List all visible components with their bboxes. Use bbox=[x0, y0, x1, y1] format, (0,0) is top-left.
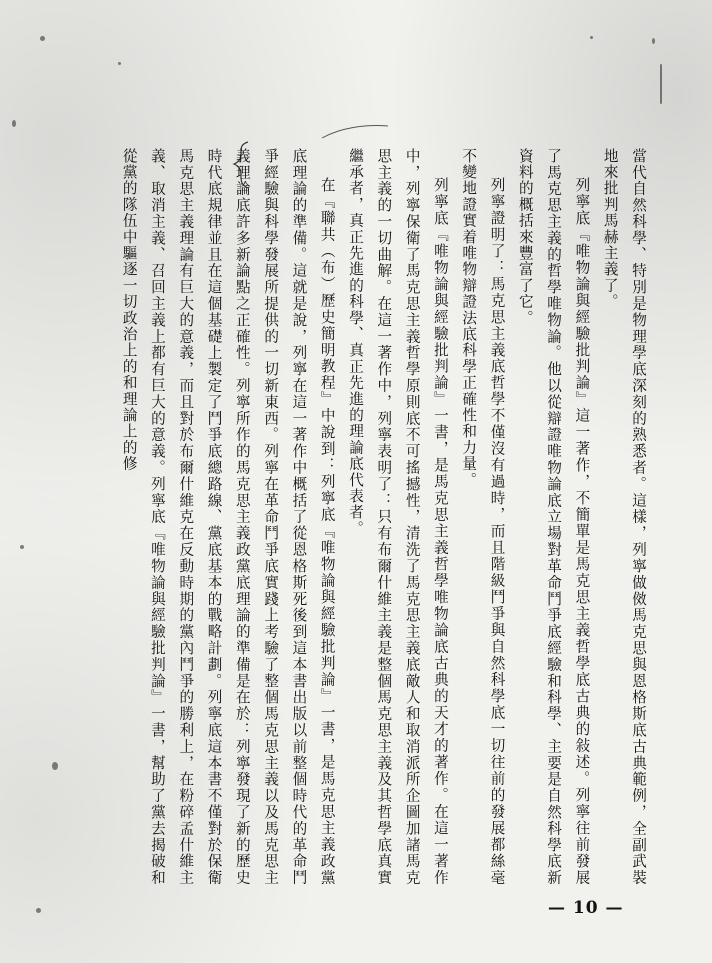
paragraph-1: 當代自然科學、特別是物理學底深刻的熟悉者。這樣，列寧做傚馬克思與恩格斯底古典範例，全副武裝地來批判馬赫主義了。 bbox=[601, 148, 647, 886]
body-text bbox=[114, 148, 652, 886]
paragraph-5: 在『聯共（布）歷史簡明教程』中說到：列寧底『唯物論與經驗批判論』一書，是馬克思主義政黨底理論的準備。這就是說，列寧在這一著作中概括了從恩格斯死後到這本書出版以前整個時代的革命鬥爭經驗與科學發展所提供的一切新東西。列寧在革命鬥爭底實踐上考驗了整個馬克思主義以及馬克思主義理論底許多新論點之正確性。列寧所作的馬克思主義政黨底理論的準備是在於：列寧發現了新的歷史時代底規律並且在這個基礎上製定了鬥爭底總路線、黨底基本的戰略計劃。列寧底這本書不僅對於保衛馬克思主義理論有巨大的意義，而且對於布爾什維克在反動時期的黨內鬥爭的勝利上，在粉碎孟什維主義、取消主義、召回主義上都有巨大的意義。列寧底『唯物論與經驗批判論』一書，幫助了黨去揭破和從黨的隊伍中驅逐一切政治上的和理論上的修 bbox=[120, 148, 336, 886]
paragraph-4: 列寧底『唯物論與經驗批判論』一書，是馬克思主義哲學唯物論底古典的天才的著作。在這一著作中，列寧保衛了馬克思主義哲學原則底不可搖撼性，清洗了馬克思主義底敵人和取消派所企圖加諸馬克思主義的一切曲解。在這一著作中，列寧表明了：只有布爾什維主義是整個馬克思主義及其哲學底真實繼承者，真正先進的科學、真正先進的理論底代表者。 bbox=[347, 148, 449, 886]
scan-speck bbox=[660, 64, 662, 104]
scan-speck bbox=[118, 62, 121, 65]
scan-speck bbox=[12, 120, 16, 127]
pencil-mark bbox=[320, 122, 390, 140]
scan-speck bbox=[36, 908, 41, 913]
page-number: — 10 — bbox=[548, 898, 624, 918]
scan-speck bbox=[52, 762, 58, 770]
scan-speck bbox=[40, 36, 45, 41]
paragraph-2: 列寧底『唯物論與經驗批判論』這一著作，不簡單是馬克思主義哲學底古典的敍述。列寧往前發展了馬克思主義的哲學唯物論。他以從辯證唯物論底立場對革命鬥爭底經驗和科學、主要是自然科學底新資料的概括來豐富了它。 bbox=[516, 148, 591, 886]
paragraph-3: 列寧證明了：馬克思主義底哲學不僅沒有過時，而且階級鬥爭與自然科學底一切往前的發展都絲毫不變地證實着唯物辯證法底科學正確性和力量。 bbox=[460, 148, 506, 886]
scan-speck bbox=[590, 36, 593, 39]
scan-speck bbox=[652, 38, 655, 44]
scan-speck bbox=[20, 545, 24, 549]
